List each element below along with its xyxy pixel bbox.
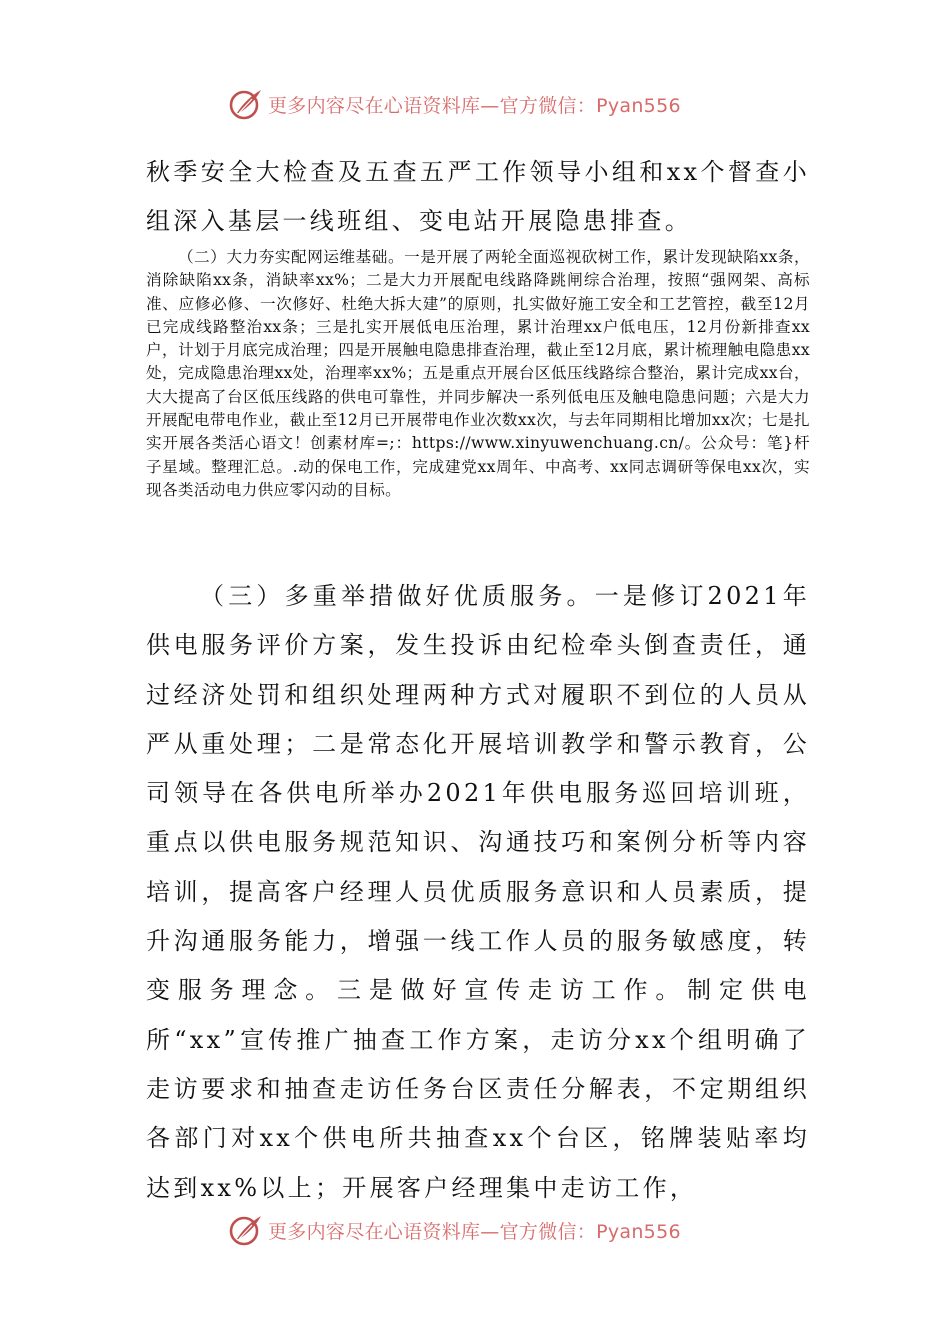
watermark-text: 更多内容尽在心语资料库—官方微信：Pyan556 [268,94,681,117]
paragraph-3-quality-service: （三）多重举措做好优质服务。一是修订2021年供电服务评价方案，发生投诉由纪检牵头倒查责任，通过经济处罚和组织处理两种方式对履职不到位的人员从严从重处理；二是常态化开展培训教学和警示教育，公司领导在各供电所举办2021年供电服务巡回培训班，重点以供电服务规范知识、沟通技巧和案例分析等内容培训，提高客户经理人员优质服务意识和人员素质，提升沟通服务能力，增强一线工作人员的服务敏感度，转变服务理念。三是做好宣传走访工作。制定供电所“xx”宣传推广抽查工作方案，走访分xx个组明确了走访要求和抽查走访任务台区责任分解表，不定期组织各部门对xx个供电所共抽查xx个台区，铭牌装贴率均达到xx%以上；开展客户经理集中走访工作， [146,582,810,1202]
paragraph-2-power-grid-maintenance: （二）大力夯实配网运维基础。一是开展了两轮全面巡视砍树工作，累计发现缺陷xx条，消除缺陷xx条，消缺率xx%；二是大力开展配电线路降跳闸综合治理，按照“强网架、高标准、应修必修、一次修好、杜绝大拆大建”的原则，扎实做好施工安全和工艺管控，截至12月已完成线路整治xx条；三是扎实开展低电压治理，累计治理xx户低电压，12月份新排查xx户，计划于月底完成治理；四是开展触电隐患排查治理，截止至12月底，累计梳理触电隐患xx处，完成隐患治理xx处，治理率xx%；五是重点开展台区低压线路综合整治，累计完成xx台，大大提高了台区低压线路的供电可靠性，并同步解决一系列低电压及触电隐患问题；六是大力开展配电带电作业，截止至12月已开展带电作业次数xx次，与去年同期相比增加xx次；七是扎实开展各类活心语文！创素材库=;：https://www.xinyuwenchuang.cn/。公众号：笔}杆子星域。整理汇总。.动的保电工作，完成建党xx周年、中高考、xx同志调研等保电xx次，实现各类活动电力供应零闪动的目标。 [146,248,810,499]
paragraph-continuation: 秋季安全大检查及五查五严工作领导小组和xx个督查小组深入基层一线班组、变电站开展隐患排查。 [146,158,810,236]
watermark-text: 更多内容尽在心语资料库—官方微信：Pyan556 [268,1220,681,1243]
quill-pen-logo-icon [228,1212,264,1248]
footer-watermark [228,1212,748,1248]
header-watermark [228,86,748,122]
quill-pen-logo-icon [228,86,264,122]
